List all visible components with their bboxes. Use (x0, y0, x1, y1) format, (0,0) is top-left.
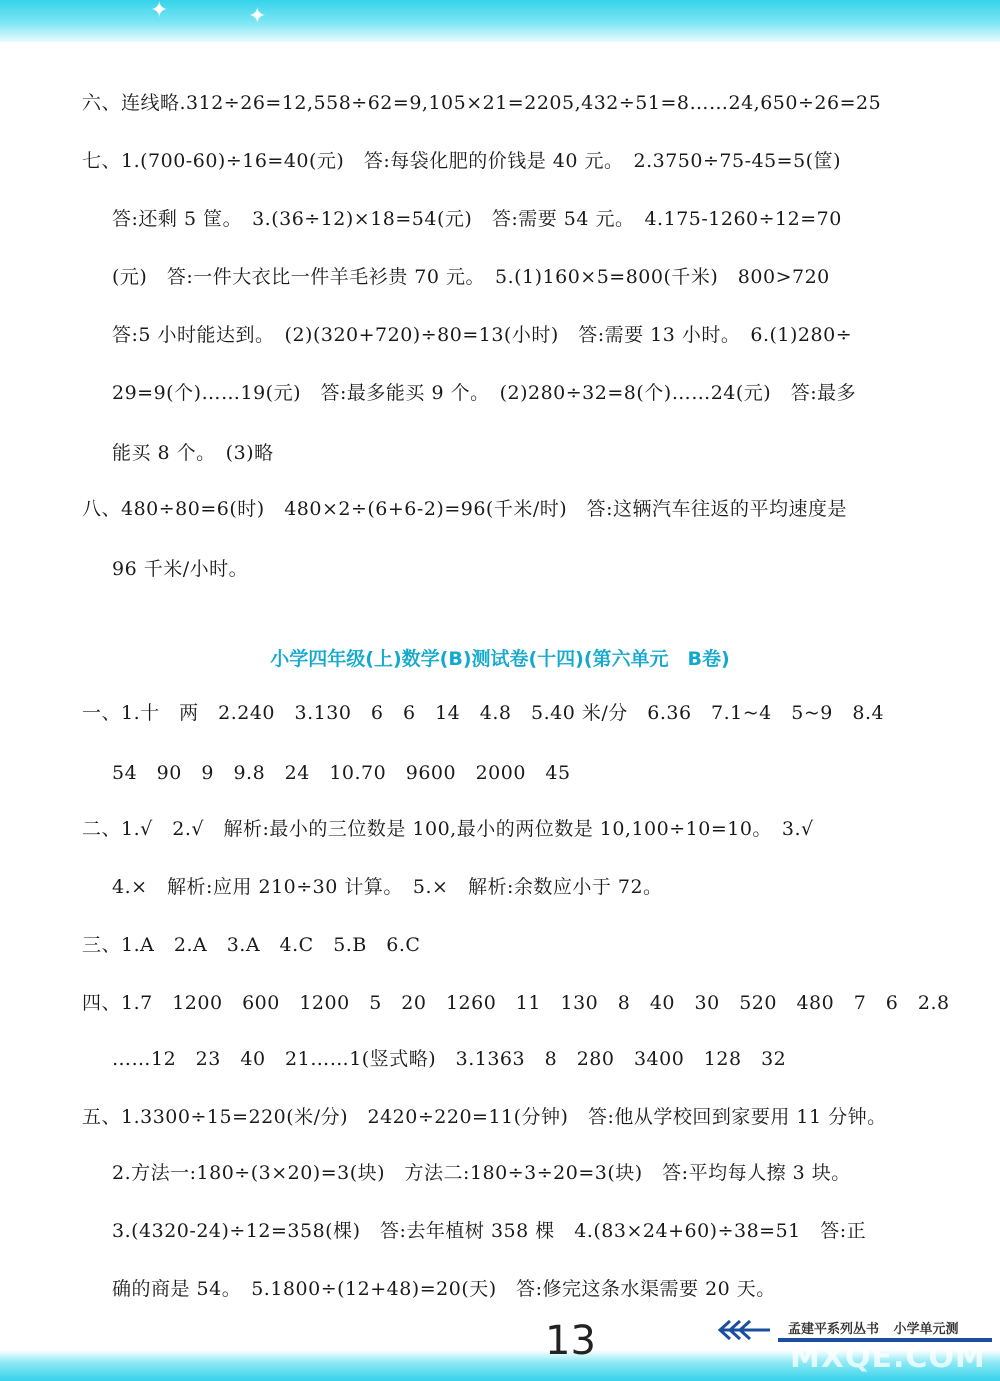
answer-line: 3.(4320-24)÷12=358(棵) 答:去年植树 358 棵 4.(83×24+60)÷38=51 答:正 (112, 1220, 867, 1242)
answer-line: 一、1.十 两 2.240 3.130 6 6 14 4.8 5.40 米/分 6.36 7.1~4 5~9 8.4 (82, 702, 885, 724)
answer-line: 2.方法一:180÷(3×20)=3(块) 方法二:180÷3÷20=3(块) 答:平均每人擦 3 块。 (112, 1162, 851, 1184)
answer-line: ……12 23 40 21……1(竖式略) 3.1363 8 280 3400 128 32 (112, 1048, 787, 1070)
answer-line: 二、1.√ 2.√ 解析:最小的三位数是 100,最小的两位数是 10,100÷10=10。 3.√ (82, 818, 814, 840)
answer-line: 29=9(个)……19(元) 答:最多能买 9 个。 (2)280÷32=8(个)……24(元) 答:最多 (112, 382, 857, 404)
section-heading: 小学四年级(上)数学(B)测试卷(十四)(第六单元 B卷) (270, 648, 730, 670)
answer-line: 答:还剩 5 筐。 3.(36÷12)×18=54(元) 答:需要 54 元。 4.175-1260÷12=70 (112, 208, 842, 230)
answer-line: 4.× 解析:应用 210÷30 计算。 5.× 解析:余数应小于 72。 (112, 876, 663, 898)
watermark: MXQE.COM (790, 1340, 986, 1375)
footer-series-name: 孟建平系列丛书 (788, 1322, 880, 1337)
sparkle-icon: ✦ (150, 0, 169, 23)
page-number: 13 (545, 1318, 596, 1364)
answer-line: 能买 8 个。 (3)略 (112, 442, 274, 464)
answer-line: 四、1.7 1200 600 1200 5 20 1260 11 130 8 40 30 520 480 7 6 2.8 (82, 992, 950, 1014)
answer-line: 八、480÷80=6(时) 480×2÷(6+6-2)=96(千米/时) 答:这辆汽车往返的平均速度是 (82, 498, 848, 520)
arrow-left-icon (716, 1318, 770, 1342)
answer-line: 确的商是 54。 5.1800÷(12+48)=20(天) 答:修完这条水渠需要 20 天。 (112, 1278, 776, 1300)
footer-title: 小学单元测 (893, 1322, 959, 1337)
answer-line: 96 千米/小时。 (112, 558, 249, 580)
top-decoration-band (0, 0, 1000, 42)
sparkle-icon: ✦ (248, 4, 267, 29)
answer-line: 六、连线略.312÷26=12,558÷62=9,105×21=2205,432÷51=8……24,650÷26=25 (82, 92, 882, 114)
answer-line: 五、1.3300÷15=220(米/分) 2420÷220=11(分钟) 答:他从学校回到家要用 11 分钟。 (82, 1106, 887, 1128)
answer-line: 答:5 小时能达到。 (2)(320+720)÷80=13(小时) 答:需要 13 小时。 6.(1)280÷ (112, 324, 853, 346)
footer-series (788, 1318, 959, 1337)
answer-line: 七、1.(700-60)÷16=40(元) 答:每袋化肥的价钱是 40 元。 2.3750÷75-45=5(筐) (82, 150, 842, 172)
answer-line: (元) 答:一件大衣比一件羊毛衫贵 70 元。 5.(1)160×5=800(千米) 800>720 (112, 266, 830, 288)
answer-line: 三、1.A 2.A 3.A 4.C 5.B 6.C (82, 934, 421, 956)
answer-line: 54 90 9 9.8 24 10.70 9600 2000 45 (112, 762, 571, 784)
